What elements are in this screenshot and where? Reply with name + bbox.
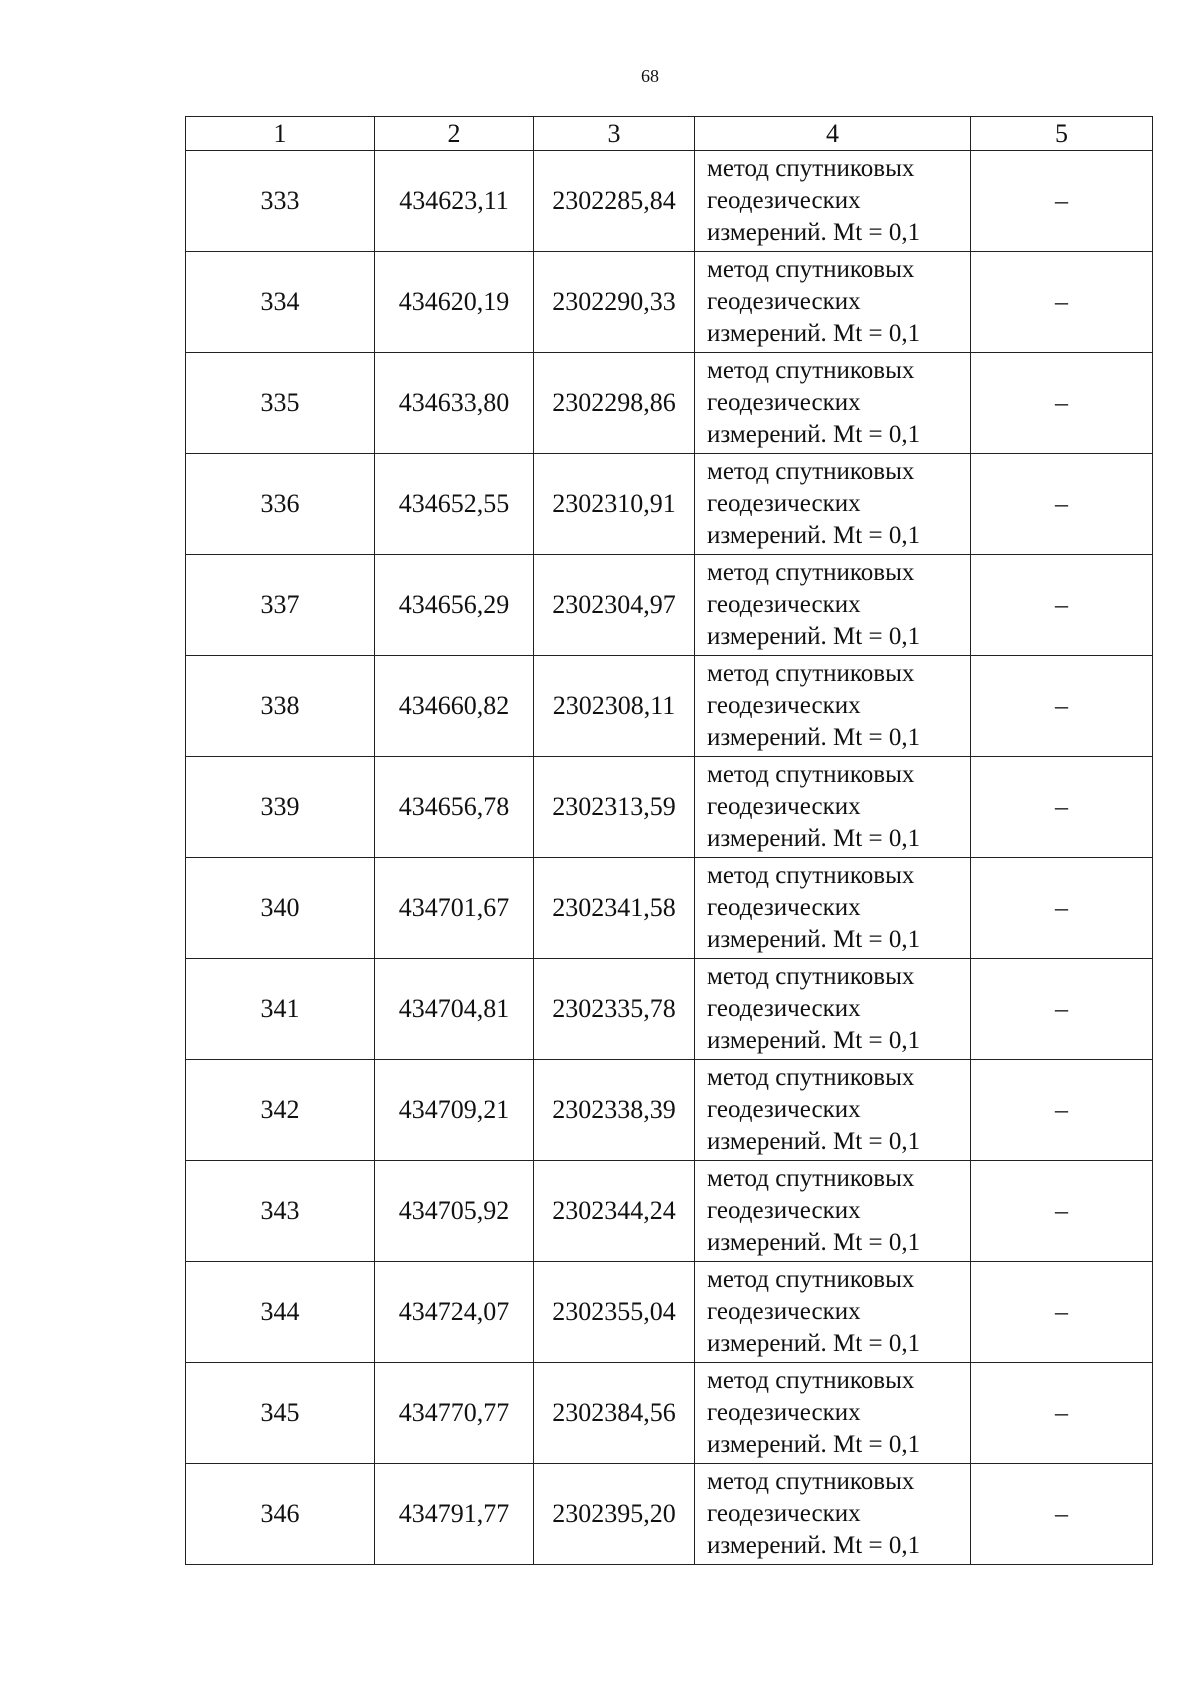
method-line: метод спутниковых <box>707 155 915 182</box>
note-cell: – <box>971 454 1153 555</box>
coordinates-table <box>185 116 1153 1565</box>
table-row <box>186 1464 1153 1565</box>
note-cell: – <box>971 555 1153 656</box>
method-cell <box>695 1363 971 1464</box>
table-row <box>186 959 1153 1060</box>
table-row <box>186 353 1153 454</box>
method-line: измерений. Mt = 0,1 <box>707 623 921 650</box>
method-line: метод спутниковых <box>707 458 915 485</box>
point-number-cell: 346 <box>186 1464 375 1565</box>
y-coordinate-cell: 2302344,24 <box>534 1161 695 1262</box>
table-row <box>186 454 1153 555</box>
method-line: геодезических <box>707 389 861 416</box>
y-coordinate-cell: 2302304,97 <box>534 555 695 656</box>
table-row <box>186 1060 1153 1161</box>
x-coordinate-cell: 434770,77 <box>375 1363 534 1464</box>
note-cell: – <box>971 151 1153 252</box>
method-line: метод спутниковых <box>707 1064 915 1091</box>
method-cell <box>695 353 971 454</box>
method-line: измерений. Mt = 0,1 <box>707 320 921 347</box>
x-coordinate-cell: 434623,11 <box>375 151 534 252</box>
method-line: метод спутниковых <box>707 1165 915 1192</box>
method-cell <box>695 656 971 757</box>
point-number-cell: 344 <box>186 1262 375 1363</box>
x-coordinate-cell: 434705,92 <box>375 1161 534 1262</box>
method-line: геодезических <box>707 1096 861 1123</box>
method-line: метод спутниковых <box>707 357 915 384</box>
table-row <box>186 1262 1153 1363</box>
method-line: геодезических <box>707 894 861 921</box>
method-line: измерений. Mt = 0,1 <box>707 421 921 448</box>
method-cell <box>695 1464 971 1565</box>
x-coordinate-cell: 434620,19 <box>375 252 534 353</box>
point-number-cell: 340 <box>186 858 375 959</box>
table-row <box>186 252 1153 353</box>
point-number-cell: 334 <box>186 252 375 353</box>
method-line: метод спутниковых <box>707 862 915 889</box>
x-coordinate-cell: 434633,80 <box>375 353 534 454</box>
note-cell: – <box>971 858 1153 959</box>
method-line: измерений. Mt = 0,1 <box>707 1330 921 1357</box>
method-cell <box>695 1161 971 1262</box>
method-line: геодезических <box>707 995 861 1022</box>
note-cell: – <box>971 1464 1153 1565</box>
y-coordinate-cell: 2302395,20 <box>534 1464 695 1565</box>
method-line: измерений. Mt = 0,1 <box>707 724 921 751</box>
column-header-1: 1 <box>186 117 375 151</box>
coordinates-table-container <box>185 116 1153 1565</box>
method-line: геодезических <box>707 490 861 517</box>
y-coordinate-cell: 2302310,91 <box>534 454 695 555</box>
method-line: геодезических <box>707 692 861 719</box>
page-number: 68 <box>641 66 659 86</box>
method-line: измерений. Mt = 0,1 <box>707 522 921 549</box>
table-row <box>186 1363 1153 1464</box>
method-line: метод спутниковых <box>707 660 915 687</box>
point-number-cell: 339 <box>186 757 375 858</box>
method-line: метод спутниковых <box>707 1367 915 1394</box>
note-cell: – <box>971 1363 1153 1464</box>
point-number-cell: 335 <box>186 353 375 454</box>
column-header-3: 3 <box>534 117 695 151</box>
method-cell <box>695 252 971 353</box>
y-coordinate-cell: 2302341,58 <box>534 858 695 959</box>
y-coordinate-cell: 2302298,86 <box>534 353 695 454</box>
x-coordinate-cell: 434652,55 <box>375 454 534 555</box>
table-body <box>186 151 1153 1565</box>
table-row <box>186 858 1153 959</box>
method-cell <box>695 1262 971 1363</box>
note-cell: – <box>971 252 1153 353</box>
x-coordinate-cell: 434791,77 <box>375 1464 534 1565</box>
note-cell: – <box>971 353 1153 454</box>
x-coordinate-cell: 434656,78 <box>375 757 534 858</box>
method-line: измерений. Mt = 0,1 <box>707 1128 921 1155</box>
column-header-5: 5 <box>971 117 1153 151</box>
point-number-cell: 343 <box>186 1161 375 1262</box>
x-coordinate-cell: 434704,81 <box>375 959 534 1060</box>
note-cell: – <box>971 1060 1153 1161</box>
table-row <box>186 757 1153 858</box>
column-header-4: 4 <box>695 117 971 151</box>
y-coordinate-cell: 2302355,04 <box>534 1262 695 1363</box>
method-line: измерений. Mt = 0,1 <box>707 1431 921 1458</box>
x-coordinate-cell: 434724,07 <box>375 1262 534 1363</box>
table-row <box>186 1161 1153 1262</box>
y-coordinate-cell: 2302308,11 <box>534 656 695 757</box>
note-cell: – <box>971 1262 1153 1363</box>
method-line: метод спутниковых <box>707 761 915 788</box>
method-line: измерений. Mt = 0,1 <box>707 825 921 852</box>
method-cell <box>695 454 971 555</box>
method-line: метод спутниковых <box>707 256 915 283</box>
method-line: геодезических <box>707 793 861 820</box>
method-line: геодезических <box>707 288 861 315</box>
point-number-cell: 337 <box>186 555 375 656</box>
method-cell <box>695 555 971 656</box>
y-coordinate-cell: 2302384,56 <box>534 1363 695 1464</box>
method-line: измерений. Mt = 0,1 <box>707 1027 921 1054</box>
method-line: геодезических <box>707 1197 861 1224</box>
point-number-cell: 336 <box>186 454 375 555</box>
y-coordinate-cell: 2302313,59 <box>534 757 695 858</box>
method-line: измерений. Mt = 0,1 <box>707 926 921 953</box>
table-header-row <box>186 117 1153 151</box>
x-coordinate-cell: 434701,67 <box>375 858 534 959</box>
method-cell <box>695 858 971 959</box>
method-line: измерений. Mt = 0,1 <box>707 1229 921 1256</box>
method-line: метод спутниковых <box>707 1266 915 1293</box>
table-row <box>186 656 1153 757</box>
method-line: измерений. Mt = 0,1 <box>707 1532 921 1559</box>
method-line: метод спутниковых <box>707 963 915 990</box>
note-cell: – <box>971 656 1153 757</box>
point-number-cell: 341 <box>186 959 375 1060</box>
method-line: геодезических <box>707 1399 861 1426</box>
y-coordinate-cell: 2302338,39 <box>534 1060 695 1161</box>
point-number-cell: 338 <box>186 656 375 757</box>
x-coordinate-cell: 434660,82 <box>375 656 534 757</box>
y-coordinate-cell: 2302335,78 <box>534 959 695 1060</box>
column-header-2: 2 <box>375 117 534 151</box>
method-line: геодезических <box>707 1298 861 1325</box>
point-number-cell: 333 <box>186 151 375 252</box>
method-cell <box>695 959 971 1060</box>
method-line: геодезических <box>707 1500 861 1527</box>
table-row <box>186 555 1153 656</box>
table-row <box>186 151 1153 252</box>
method-cell <box>695 151 971 252</box>
method-line: метод спутниковых <box>707 1468 915 1495</box>
point-number-cell: 342 <box>186 1060 375 1161</box>
note-cell: – <box>971 757 1153 858</box>
method-line: измерений. Mt = 0,1 <box>707 219 921 246</box>
method-cell <box>695 757 971 858</box>
method-line: метод спутниковых <box>707 559 915 586</box>
method-line: геодезических <box>707 187 861 214</box>
method-cell <box>695 1060 971 1161</box>
y-coordinate-cell: 2302285,84 <box>534 151 695 252</box>
note-cell: – <box>971 959 1153 1060</box>
point-number-cell: 345 <box>186 1363 375 1464</box>
method-line: геодезических <box>707 591 861 618</box>
x-coordinate-cell: 434709,21 <box>375 1060 534 1161</box>
y-coordinate-cell: 2302290,33 <box>534 252 695 353</box>
note-cell: – <box>971 1161 1153 1262</box>
x-coordinate-cell: 434656,29 <box>375 555 534 656</box>
